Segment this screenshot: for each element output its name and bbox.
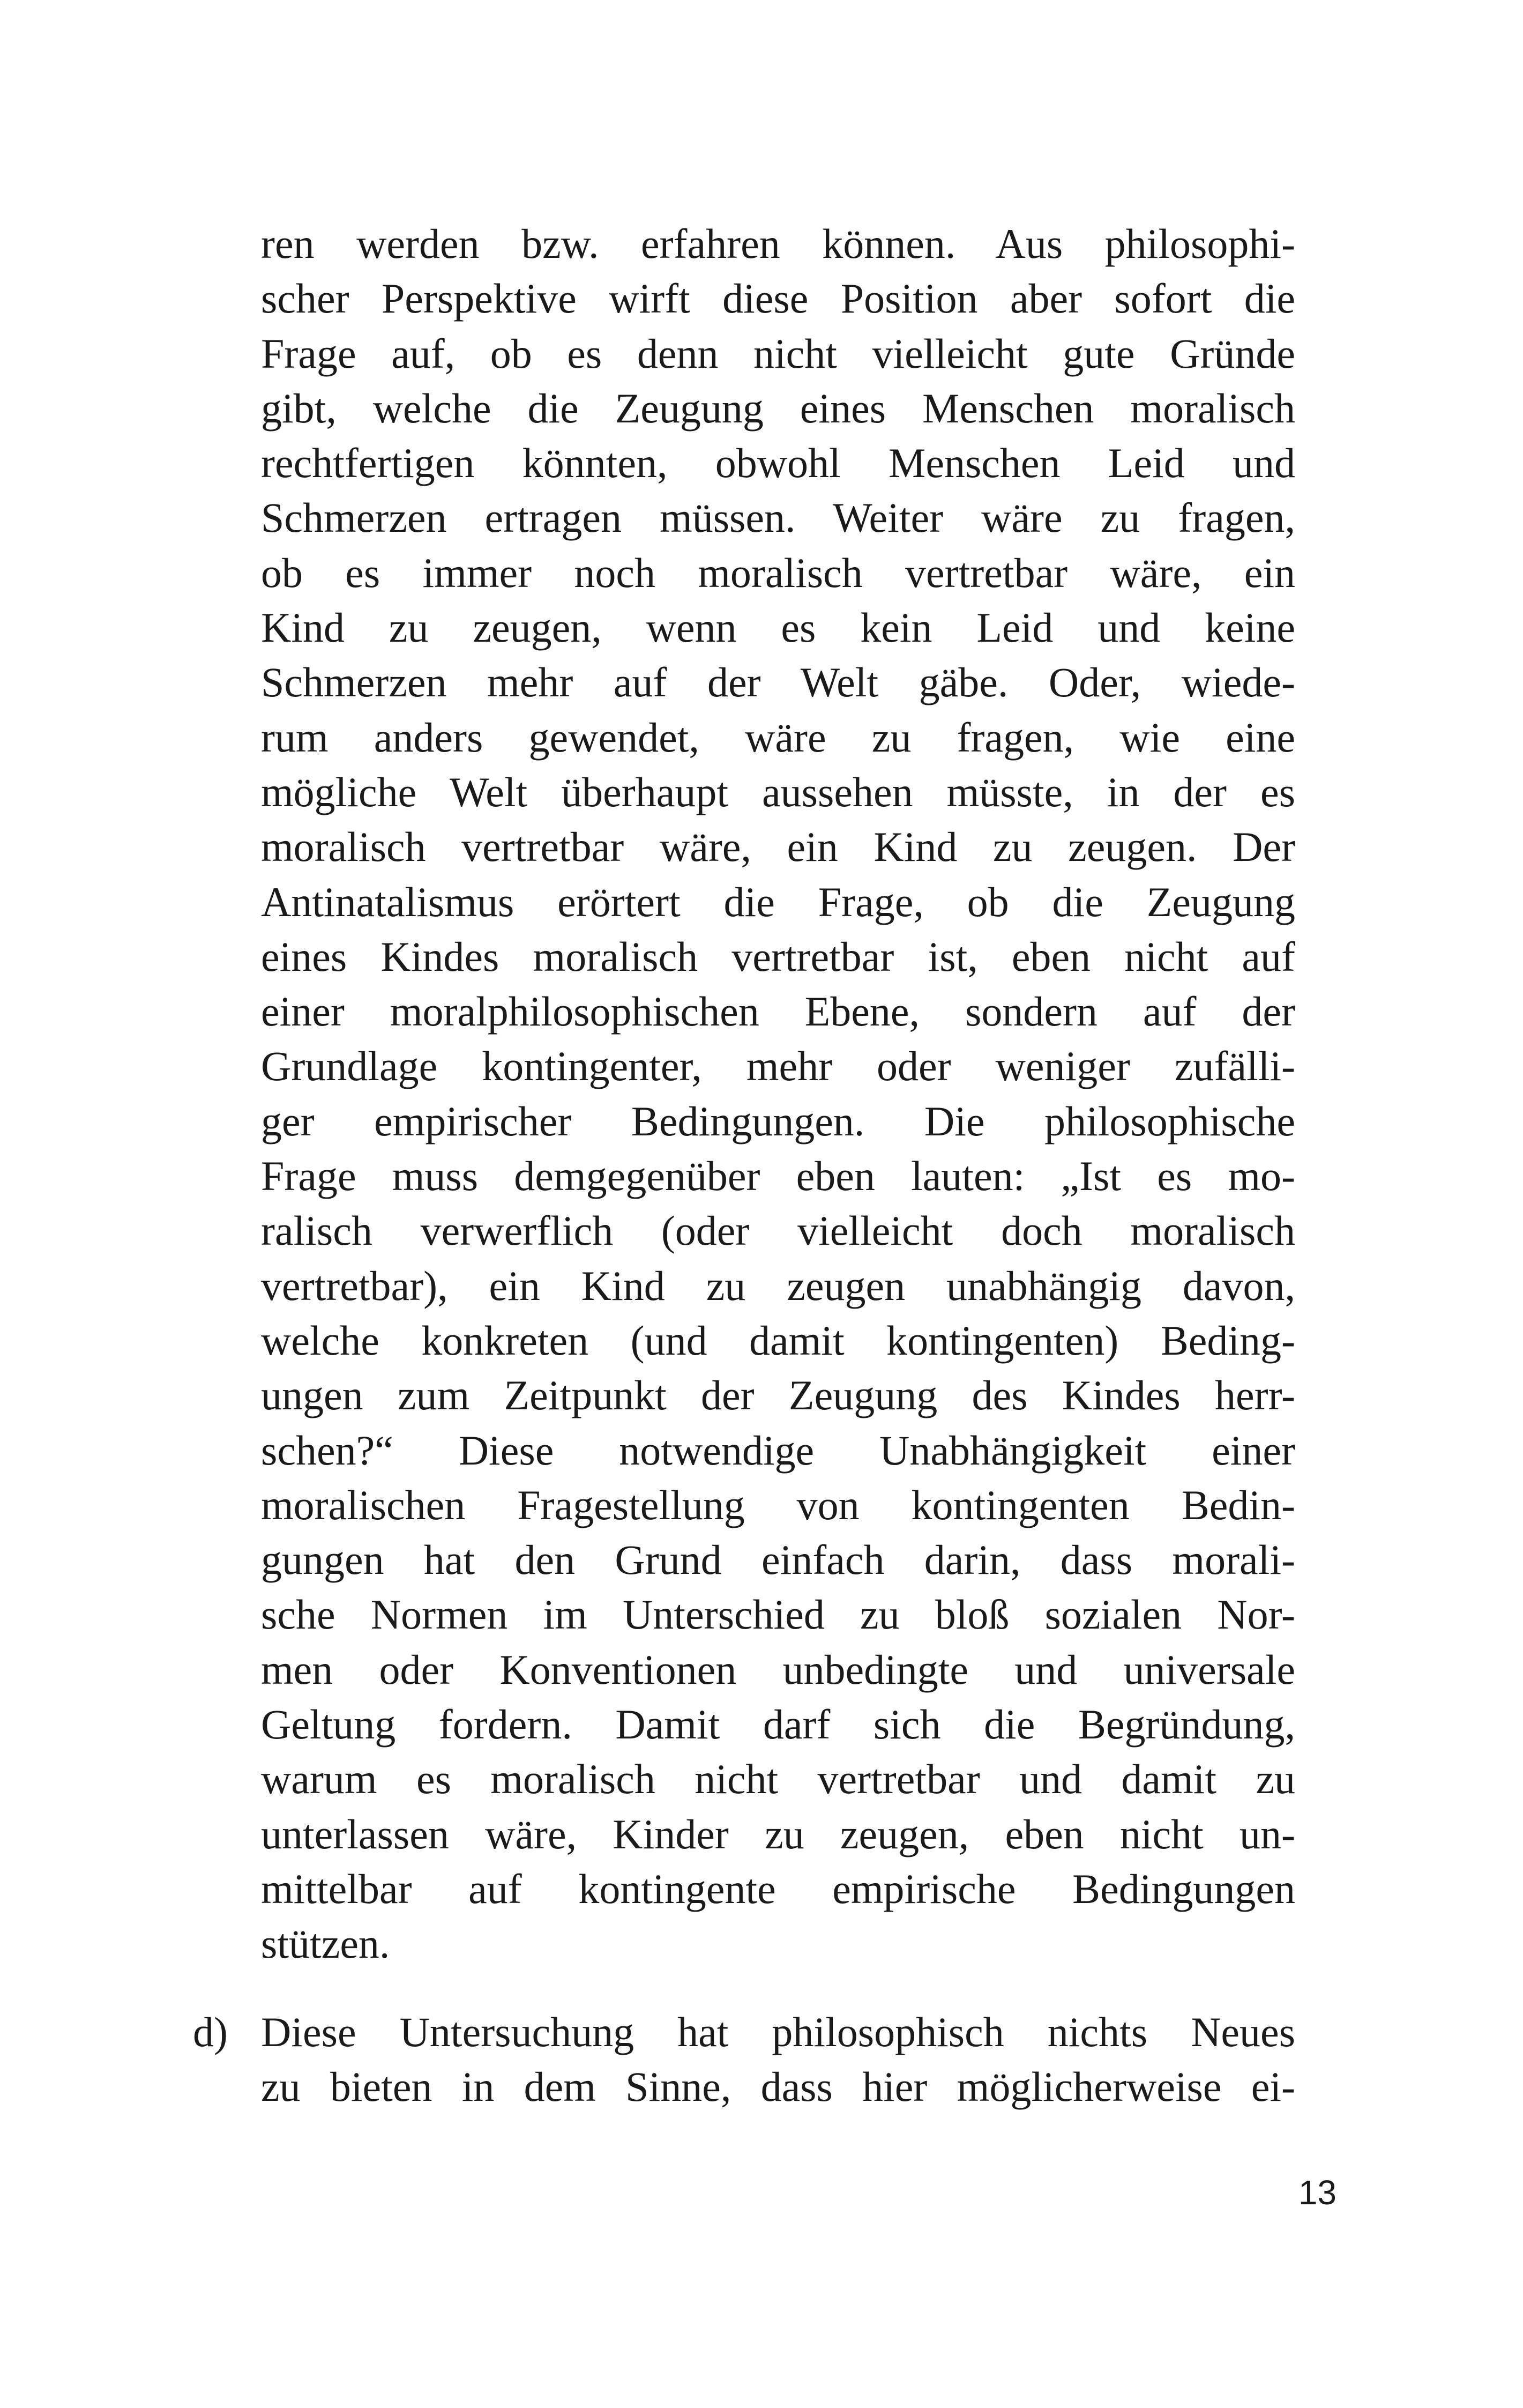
body-paragraph [261, 217, 1295, 1972]
paragraph-line: vertretbar), ein Kind zu zeugen unabhängig davon, [261, 1262, 1295, 1309]
list-item-line: Diese Untersuchung hat philosophisch nichts Neues [261, 2009, 1295, 2055]
list-item-d [193, 2005, 1295, 2115]
paragraph-line: welche konkreten (und damit kontingenten) Beding- [261, 1317, 1295, 1364]
paragraph-line: schen?“ Diese notwendige Unabhängigkeit einer [261, 1426, 1295, 1474]
paragraph-line: Geltung fordern. Damit darf sich die Begründung, [261, 1701, 1295, 1748]
paragraph-line: gibt, welche die Zeugung eines Menschen moralisch [261, 384, 1295, 432]
paragraph-line: rum anders gewendet, wäre zu fragen, wie eine [261, 714, 1295, 761]
list-item-text [261, 2005, 1295, 2115]
paragraph-line: einer moralphilosophischen Ebene, sondern auf der [261, 988, 1295, 1035]
paragraph-line: moralisch vertretbar wäre, ein Kind zu zeugen. Der [261, 823, 1295, 871]
paragraph-line: ralisch verwerflich (oder vielleicht doch moralisch [261, 1207, 1295, 1254]
enumerated-list [193, 2005, 1295, 2115]
paragraph-line: ren werden bzw. erfahren können. Aus philosophi- [261, 220, 1295, 267]
paragraph-line: warum es moralisch nicht vertretbar und damit zu [261, 1756, 1295, 1803]
paragraph-line: Frage auf, ob es denn nicht vielleicht gute Gründe [261, 330, 1295, 377]
paragraph-line: Schmerzen mehr auf der Welt gäbe. Oder, wiede- [261, 659, 1295, 706]
page-number: 13 [1298, 2173, 1337, 2212]
paragraph-line: ungen zum Zeitpunkt der Zeugung des Kindes herr- [261, 1372, 1295, 1419]
paragraph-line: men oder Konventionen unbedingte und universale [261, 1646, 1295, 1693]
paragraph-line: ob es immer noch moralisch vertretbar wäre, ein [261, 549, 1295, 596]
paragraph-line: eines Kindes moralisch vertretbar ist, eben nicht auf [261, 933, 1295, 980]
paragraph-line: Grundlage kontingenter, mehr oder weniger zufälli- [261, 1043, 1295, 1090]
paragraph-line: Schmerzen ertragen müssen. Weiter wäre zu fragen, [261, 494, 1295, 541]
list-marker: d) [193, 2009, 228, 2055]
list-item-line: zu bieten in dem Sinne, dass hier möglicherweise ei- [261, 2063, 1295, 2110]
paragraph-line: rechtfertigen könnten, obwohl Menschen Leid und [261, 440, 1295, 487]
paragraph-line: unterlassen wäre, Kinder zu zeugen, eben nicht un- [261, 1810, 1295, 1857]
paragraph-line: mögliche Welt überhaupt aussehen müsste, in der es [261, 768, 1295, 815]
paragraph-line: Frage muss demgegenüber eben lauten: „Ist es mo- [261, 1153, 1295, 1200]
paragraph-line: gungen hat den Grund einfach darin, dass morali- [261, 1536, 1295, 1584]
paragraph-line: Antinatalismus erörtert die Frage, ob die Zeugung [261, 878, 1295, 925]
paragraph-line: ger empirischer Bedingungen. Die philosophische [261, 1097, 1295, 1144]
paragraph-line: Kind zu zeugen, wenn es kein Leid und keine [261, 604, 1295, 651]
paragraph-line: moralischen Fragestellung von kontingenten Bedin- [261, 1481, 1295, 1528]
paragraph-line: sche Normen im Unterschied zu bloß sozialen Nor- [261, 1591, 1295, 1638]
paragraph-line: scher Perspektive wirft diese Position aber sofort die [261, 275, 1295, 322]
paragraph-line: mittelbar auf kontingente empirische Bedingungen [261, 1865, 1295, 1912]
paragraph-line: stützen. [261, 1920, 390, 1967]
